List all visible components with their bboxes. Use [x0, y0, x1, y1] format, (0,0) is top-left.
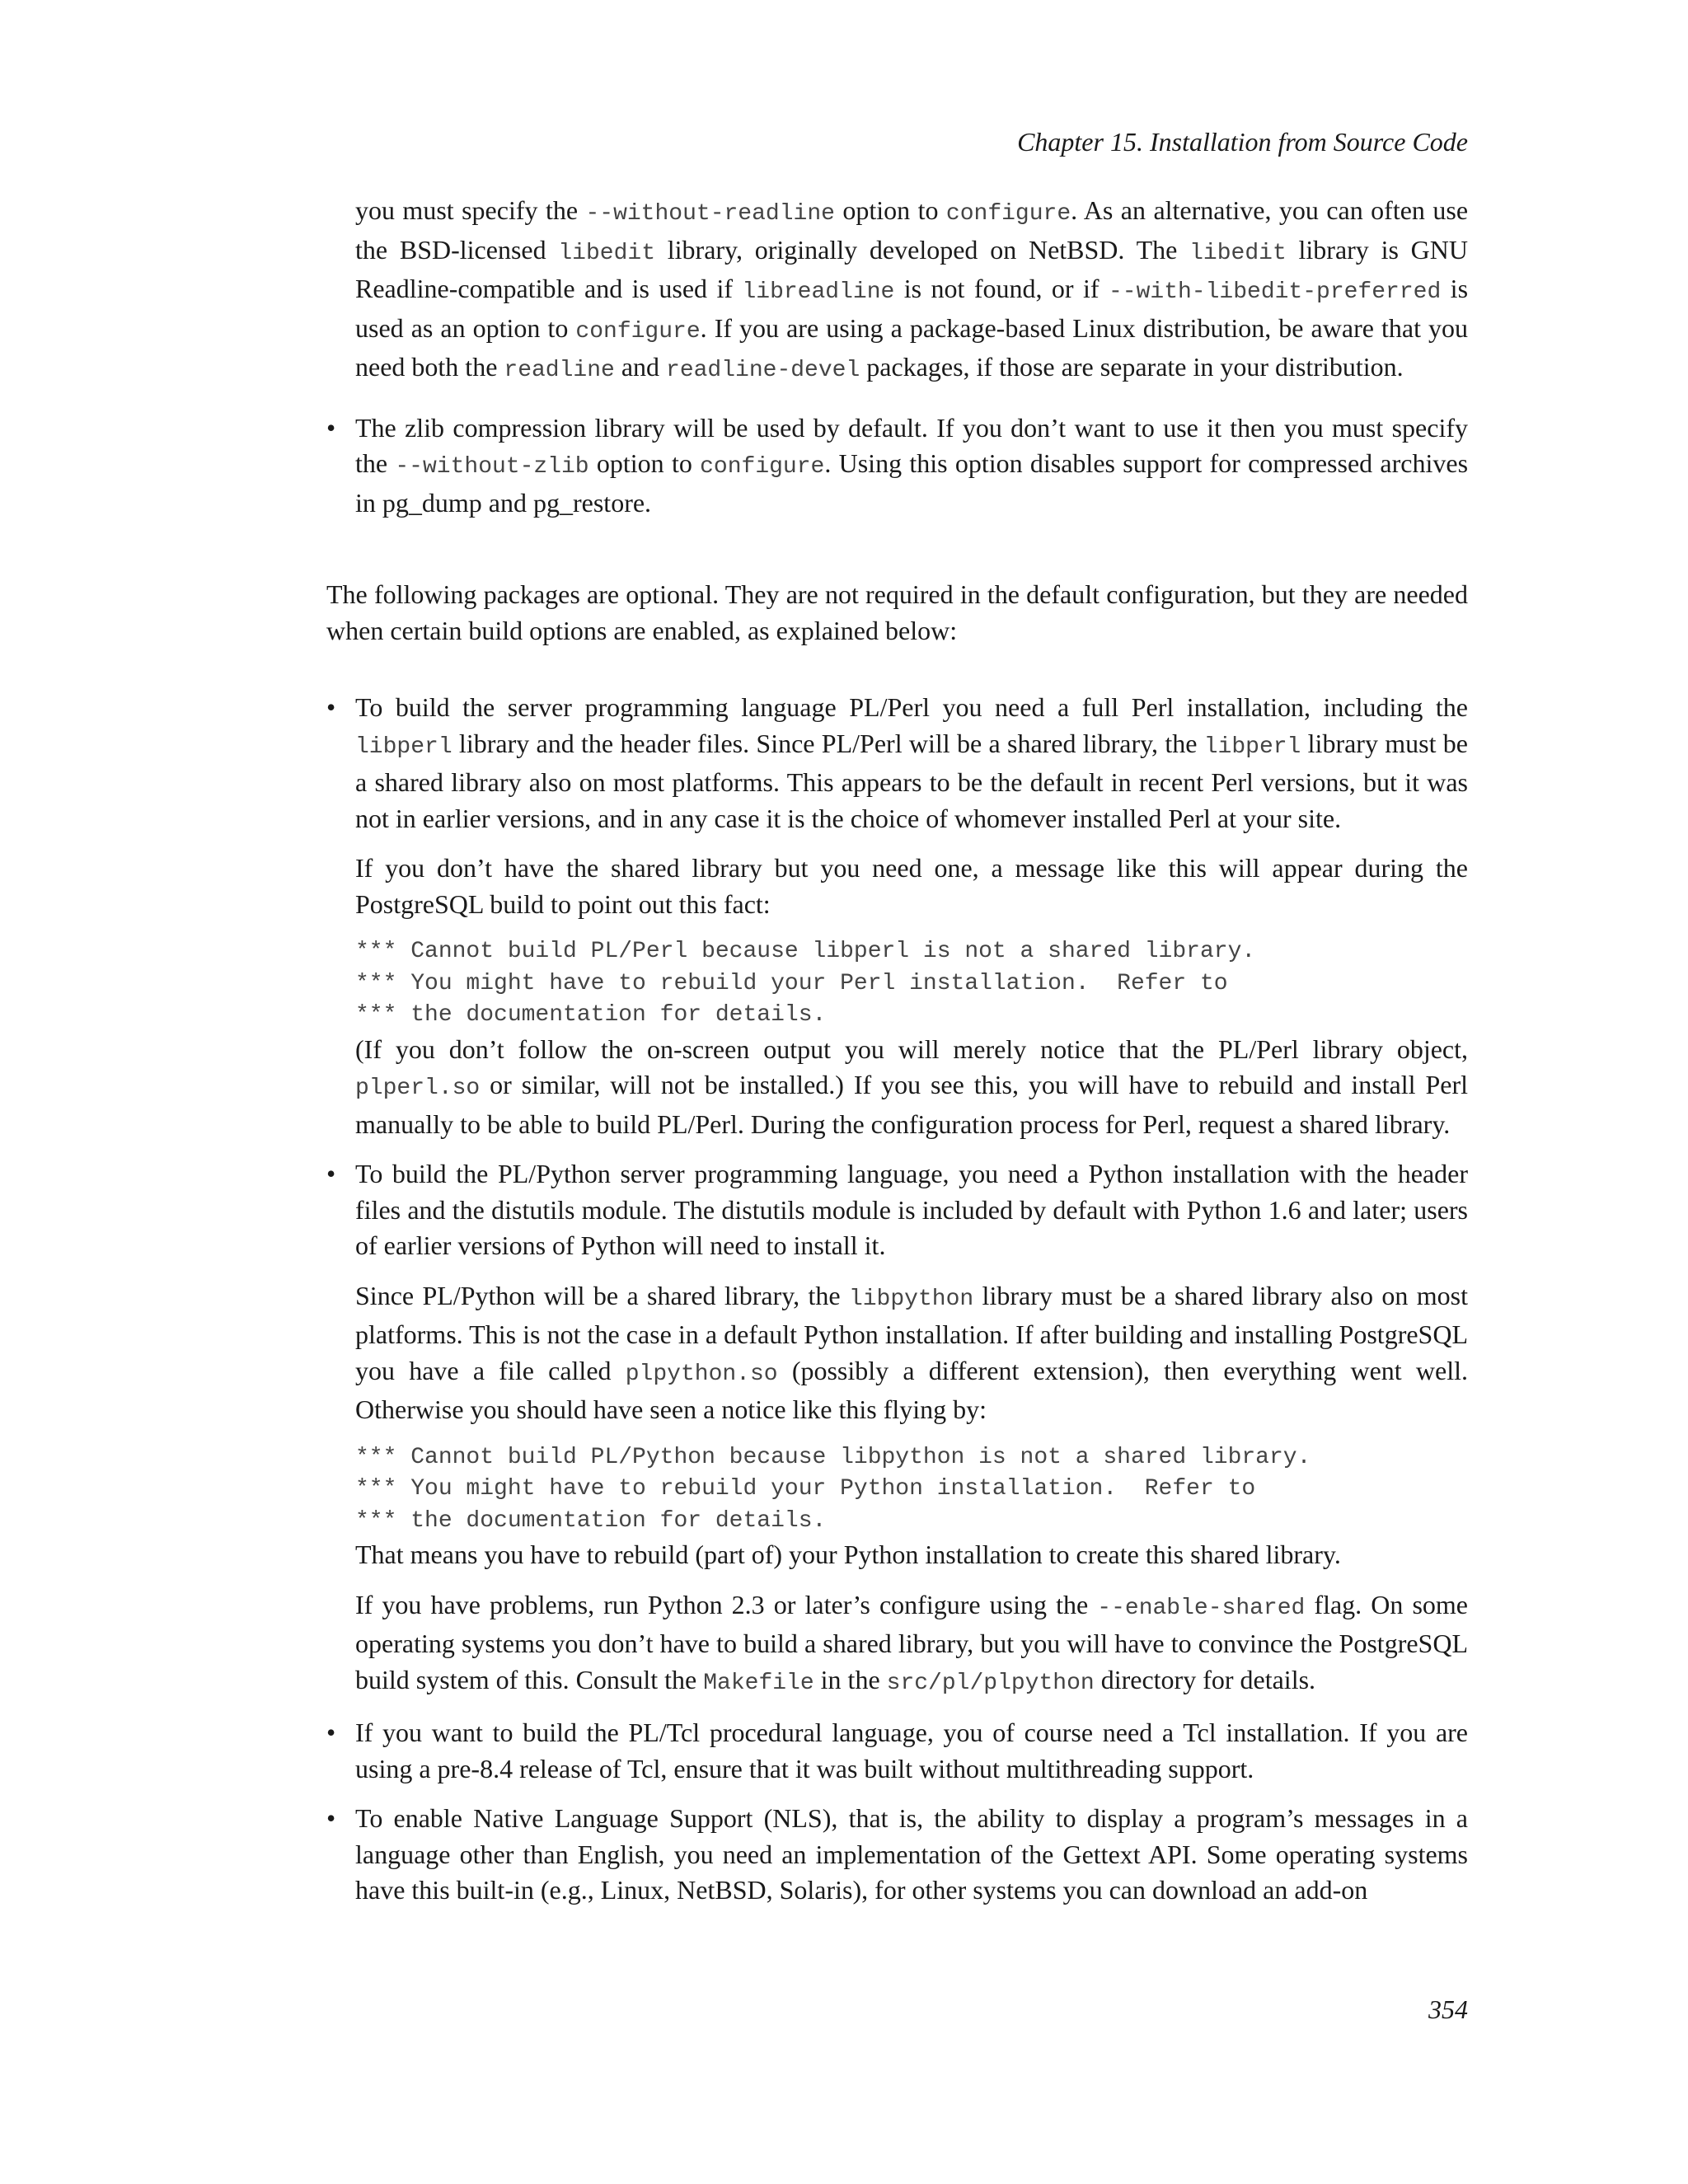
- inline-code: configure: [700, 454, 825, 480]
- list-item-nls: [326, 1801, 1468, 1909]
- inline-code: --enable-shared: [1097, 1595, 1306, 1621]
- perl-code-block: *** Cannot build PL/Perl because libperl is not a shared library. *** You might have to rebuild your Perl installation. Refer to *** the documentation for details.: [355, 939, 1256, 1028]
- inline-code: libedit: [558, 240, 655, 266]
- page-body: [326, 193, 1468, 1909]
- bullet-marker: •: [326, 1803, 336, 1833]
- bullet-marker: •: [326, 412, 336, 443]
- inline-code: readline-devel: [666, 358, 860, 383]
- inline-code: libpython: [848, 1286, 974, 1312]
- python-paragraph-1: To build the PL/Python server programming language, you need a Python installation with the header files and the distutils module. The distutils module is included by default with Python 1.6 and later; users of earlier versions of Python will need to install it.: [355, 1159, 1468, 1260]
- bullet-marker: •: [326, 1718, 336, 1747]
- list-item-perl: [326, 690, 1468, 1142]
- page-number: 354: [1428, 1994, 1468, 2024]
- bullet-marker: •: [326, 692, 336, 722]
- python-paragraph-4: If you have problems, run Python 2.3 or later’s configure using the --enable-shared flag. On some operating systems you don’t have to build a shared library, but you will have to convince the PostgreSQL build system of this. Consult the Makefile in the src/pl/plpython directory for details.: [355, 1589, 1469, 1696]
- tcl-paragraph: If you want to build the PL/Tcl procedural language, you of course need a Tcl installation. If you are using a pre-8.4 release of Tcl, ensure that it was built without multithreading support.: [355, 1718, 1468, 1783]
- perl-paragraph-1: To build the server programming language PL/Perl you need a full Perl installation, including the libperl library and the header files. Since PL/Perl will be a shared library, the libperl library must be a shared library also on most platforms. This appears to be the default in recent Perl versions, but it was not in earlier versions, and in any case it is the choice of whomever installed Perl at your site.: [355, 692, 1469, 833]
- inline-code: libperl: [355, 733, 452, 760]
- perl-paragraph-2: If you don’t have the shared library but you need one, a message like this will appear during the PostgreSQL build to point out this fact:: [355, 853, 1468, 919]
- inline-code: plpython.so: [625, 1361, 778, 1387]
- inline-code: configure: [575, 318, 701, 344]
- inline-code: --with-libedit-preferred: [1108, 279, 1442, 305]
- inline-code: --without-zlib: [395, 454, 589, 480]
- zlib-paragraph: The zlib compression library will be used by default. If you don’t want to use it then you must specify the --without-zlib option to configure. Using this option disables support for compressed archives in pg_dump and pg_restore.: [355, 412, 1469, 518]
- python-paragraph-2: Since PL/Python will be a shared library, the libpython library must be a shared library also on most platforms. This is not the case in a default Python installation. If after building and installing PostgreSQL you have a file called plpython.so (possibly a different extension), then everything went well. Otherwise you should have seen a notice like this flying by:: [355, 1280, 1469, 1424]
- inline-code: src/pl/plpython: [886, 1670, 1095, 1696]
- python-paragraph-3: That means you have to rebuild (part of) your Python installation to create this shared library.: [355, 1540, 1341, 1569]
- perl-paragraph-3: (If you don’t follow the on-screen output you will merely notice that the PL/Perl library object, plperl.so or similar, will not be installed.) If you see this, you will have to rebuild and install Perl manually to be able to build PL/Perl. During the configuration process for Perl, request a shared library.: [355, 1033, 1468, 1139]
- inline-code: readline: [504, 358, 615, 383]
- inline-code: configure: [945, 201, 1071, 227]
- optional-packages-intro: The following packages are optional. They are not required in the default configuration, but they are needed when certain build options are enabled, as explained below:: [326, 579, 1468, 645]
- inline-code: libedit: [1189, 240, 1287, 266]
- bullet-marker: •: [326, 1159, 336, 1188]
- inline-code: plperl.so: [355, 1076, 481, 1101]
- list-item-tcl: [326, 1715, 1468, 1787]
- readline-paragraph: you must specify the --without-readline option to configure. As an alternative, you can often use the BSD-licensed libedit library, originally developed on NetBSD. The libedit library is GNU Readline-compatible and is used if libreadline is not found, or if --with-libedit-preferred is used as an option to configure. If you are using a package-based Linux distribution, be aware that you need both the readline and readline-devel packages, if those are separate in your distribution.: [355, 195, 1469, 383]
- inline-code: Makefile: [703, 1670, 814, 1696]
- list-item-zlib: [326, 410, 1468, 522]
- inline-code: --without-readline: [585, 201, 835, 227]
- python-code-block: *** Cannot build PL/Python because libpython is not a shared library. *** You might have to rebuild your Python installation. Refer to *** the documentation for details.: [355, 1444, 1311, 1534]
- inline-code: libperl: [1203, 733, 1301, 760]
- nls-paragraph: To enable Native Language Support (NLS), that is, the ability to display a program’s messages in a language other than English, you need an implementation of the Gettext API. Some operating systems have this built-in (e.g., Linux, NetBSD, Solaris), for other systems you can download an add-on: [355, 1803, 1468, 1905]
- inline-code: libreadline: [742, 279, 895, 305]
- running-header: Chapter 15. Installation from Source Code: [1017, 127, 1468, 157]
- list-item-python: [326, 1156, 1468, 1701]
